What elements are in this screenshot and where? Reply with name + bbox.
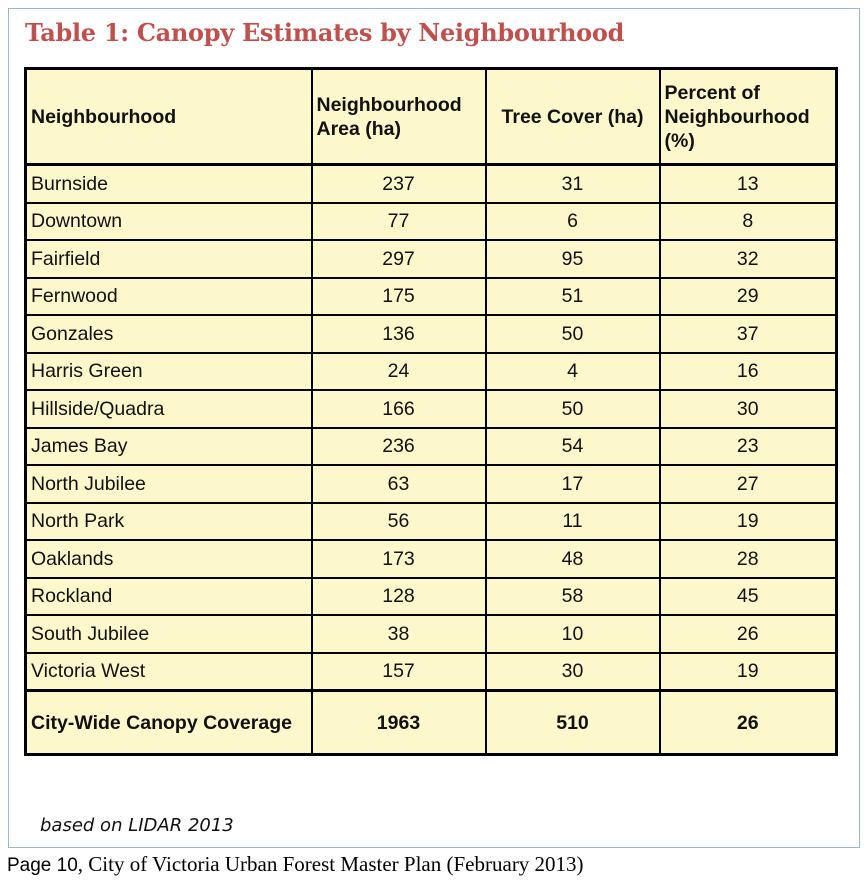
neighbourhood-cell: Fernwood (26, 278, 312, 316)
neighbourhood-cell: North Park (26, 503, 312, 541)
value-cell: 173 (312, 540, 486, 578)
table-row (26, 240, 837, 278)
value-cell: 63 (312, 465, 486, 503)
value-cell: 58 (486, 578, 660, 616)
column-header: Tree Cover (ha) (486, 69, 660, 165)
value-cell: 16 (660, 353, 837, 391)
caption-source: , City of Victoria Urban Forest Master Plan (February 2013) (77, 852, 584, 876)
value-cell: 30 (660, 390, 837, 428)
table-row (26, 315, 837, 353)
value-cell: 11 (486, 503, 660, 541)
table-row (26, 390, 837, 428)
value-cell: 13 (660, 165, 837, 203)
header-row (26, 69, 837, 165)
neighbourhood-cell: James Bay (26, 428, 312, 466)
value-cell: 95 (486, 240, 660, 278)
value-cell: 23 (660, 428, 837, 466)
neighbourhood-cell: Victoria West (26, 653, 312, 691)
value-cell: 26 (660, 615, 837, 653)
neighbourhood-cell: Harris Green (26, 353, 312, 391)
value-cell: 237 (312, 165, 486, 203)
value-cell: 136 (312, 315, 486, 353)
table-row (26, 540, 837, 578)
value-cell: 32 (660, 240, 837, 278)
neighbourhood-cell: Oaklands (26, 540, 312, 578)
value-cell: 19 (660, 503, 837, 541)
table-row (26, 203, 837, 241)
value-cell: 297 (312, 240, 486, 278)
value-cell: 17 (486, 465, 660, 503)
neighbourhood-cell: Fairfield (26, 240, 312, 278)
table-body (26, 165, 837, 755)
page-caption (7, 852, 584, 877)
value-cell: 6 (486, 203, 660, 241)
value-cell: 157 (312, 653, 486, 691)
value-cell: 24 (312, 353, 486, 391)
table-row (26, 615, 837, 653)
table-title: Table 1: Canopy Estimates by Neighbourhood (25, 18, 625, 47)
neighbourhood-cell: Burnside (26, 165, 312, 203)
canopy-table (24, 67, 838, 756)
neighbourhood-cell: South Jubilee (26, 615, 312, 653)
value-cell: 510 (486, 691, 660, 755)
value-cell: 50 (486, 390, 660, 428)
value-cell: 10 (486, 615, 660, 653)
value-cell: 28 (660, 540, 837, 578)
column-header: Neighbourhood (26, 69, 312, 165)
value-cell: 27 (660, 465, 837, 503)
value-cell: 45 (660, 578, 837, 616)
page-number: Page 10 (7, 855, 78, 876)
value-cell: 51 (486, 278, 660, 316)
value-cell: 77 (312, 203, 486, 241)
value-cell: 37 (660, 315, 837, 353)
value-cell: 128 (312, 578, 486, 616)
source-note: based on LIDAR 2013 (40, 815, 234, 836)
table-row (26, 503, 837, 541)
value-cell: 50 (486, 315, 660, 353)
value-cell: 19 (660, 653, 837, 691)
value-cell: 30 (486, 653, 660, 691)
value-cell: 56 (312, 503, 486, 541)
value-cell: 26 (660, 691, 837, 755)
value-cell: 31 (486, 165, 660, 203)
table-row (26, 578, 837, 616)
total-row (26, 691, 837, 755)
table-row (26, 653, 837, 691)
neighbourhood-cell: Gonzales (26, 315, 312, 353)
value-cell: 29 (660, 278, 837, 316)
table-row (26, 278, 837, 316)
value-cell: 236 (312, 428, 486, 466)
neighbourhood-cell: Hillside/Quadra (26, 390, 312, 428)
table-row (26, 353, 837, 391)
value-cell: 54 (486, 428, 660, 466)
neighbourhood-cell: Rockland (26, 578, 312, 616)
value-cell: 38 (312, 615, 486, 653)
table-row (26, 165, 837, 203)
column-header: Percent of Neighbourhood (%) (660, 69, 837, 165)
neighbourhood-cell: City-Wide Canopy Coverage (26, 691, 312, 755)
table-row (26, 428, 837, 466)
value-cell: 8 (660, 203, 837, 241)
column-header: Neighbourhood Area (ha) (312, 69, 486, 165)
neighbourhood-cell: North Jubilee (26, 465, 312, 503)
value-cell: 1963 (312, 691, 486, 755)
value-cell: 175 (312, 278, 486, 316)
value-cell: 4 (486, 353, 660, 391)
table-row (26, 465, 837, 503)
value-cell: 166 (312, 390, 486, 428)
neighbourhood-cell: Downtown (26, 203, 312, 241)
value-cell: 48 (486, 540, 660, 578)
